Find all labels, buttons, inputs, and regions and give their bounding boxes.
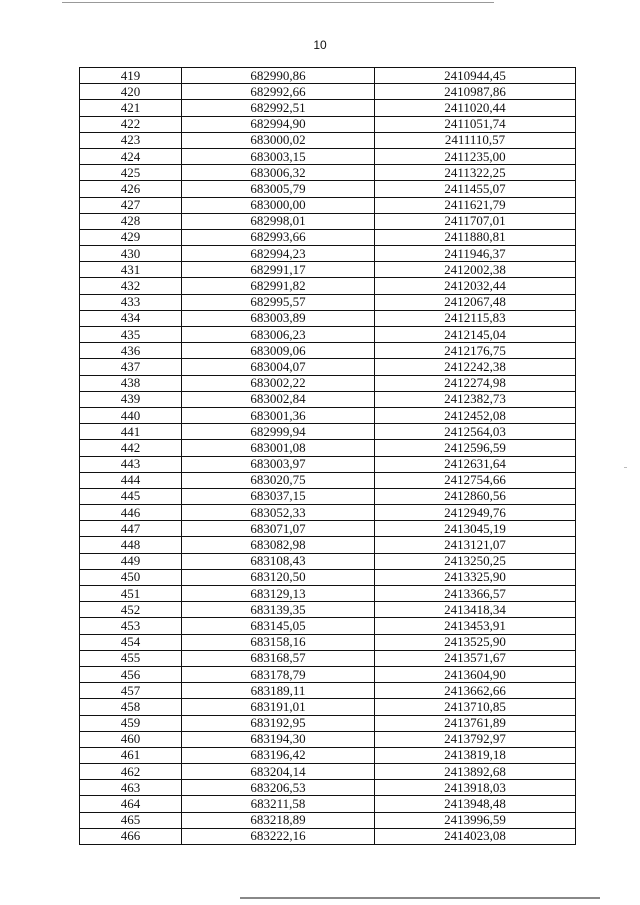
point-number-cell: 443 [80,456,182,472]
y-coordinate-cell: 2413662,66 [375,683,576,699]
y-coordinate-cell: 2413045,19 [375,521,576,537]
table-row [80,310,576,326]
table-row [80,116,576,132]
y-coordinate-cell: 2412860,56 [375,488,576,504]
table-row [80,229,576,245]
table-row [80,602,576,618]
point-number-cell: 440 [80,407,182,423]
table-row [80,666,576,682]
table-row [80,213,576,229]
x-coordinate-cell: 683196,42 [182,747,375,763]
y-coordinate-cell: 2413121,07 [375,537,576,553]
x-coordinate-cell: 683145,05 [182,618,375,634]
point-number-cell: 429 [80,229,182,245]
table-row [80,165,576,181]
x-coordinate-cell: 683002,22 [182,375,375,391]
y-coordinate-cell: 2413571,67 [375,650,576,666]
y-coordinate-cell: 2413453,91 [375,618,576,634]
y-coordinate-cell: 2411946,37 [375,246,576,262]
table-row [80,618,576,634]
point-number-cell: 450 [80,569,182,585]
x-coordinate-cell: 683139,35 [182,602,375,618]
y-coordinate-cell: 2411110,57 [375,132,576,148]
table-row [80,132,576,148]
y-coordinate-cell: 2411020,44 [375,100,576,116]
table-row [80,148,576,164]
x-coordinate-cell: 683071,07 [182,521,375,537]
y-coordinate-cell: 2411455,07 [375,181,576,197]
x-coordinate-cell: 683052,33 [182,505,375,521]
x-coordinate-cell: 683002,84 [182,391,375,407]
table-row [80,472,576,488]
y-coordinate-cell: 2413819,18 [375,747,576,763]
page-number: 10 [313,38,327,52]
point-number-cell: 423 [80,132,182,148]
y-coordinate-cell: 2412032,44 [375,278,576,294]
table-row [80,100,576,116]
table-row [80,828,576,844]
table-row [80,424,576,440]
point-number-cell: 463 [80,780,182,796]
point-number-cell: 445 [80,488,182,504]
table-row [80,683,576,699]
x-coordinate-cell: 682995,57 [182,294,375,310]
point-number-cell: 433 [80,294,182,310]
y-coordinate-cell: 2412002,38 [375,262,576,278]
table-row [80,537,576,553]
table-row [80,634,576,650]
x-coordinate-cell: 683120,50 [182,569,375,585]
table-row [80,796,576,812]
point-number-cell: 437 [80,359,182,375]
table-row [80,731,576,747]
table-row [80,569,576,585]
x-coordinate-cell: 683189,11 [182,683,375,699]
y-coordinate-cell: 2411322,25 [375,165,576,181]
x-coordinate-cell: 683218,89 [182,812,375,828]
y-coordinate-cell: 2411880,81 [375,229,576,245]
x-coordinate-cell: 682994,23 [182,246,375,262]
x-coordinate-cell: 683005,79 [182,181,375,197]
y-coordinate-cell: 2411707,01 [375,213,576,229]
x-coordinate-cell: 683191,01 [182,699,375,715]
y-coordinate-cell: 2411235,00 [375,148,576,164]
point-number-cell: 446 [80,505,182,521]
y-coordinate-cell: 2413918,03 [375,780,576,796]
y-coordinate-cell: 2413710,85 [375,699,576,715]
point-number-cell: 454 [80,634,182,650]
y-coordinate-cell: 2412596,59 [375,440,576,456]
point-number-cell: 465 [80,812,182,828]
table-row [80,375,576,391]
table-row [80,650,576,666]
point-number-cell: 426 [80,181,182,197]
x-coordinate-cell: 683003,97 [182,456,375,472]
x-coordinate-cell: 683000,00 [182,197,375,213]
y-coordinate-cell: 2411621,79 [375,197,576,213]
y-coordinate-cell: 2412564,03 [375,424,576,440]
x-coordinate-cell: 682998,01 [182,213,375,229]
x-coordinate-cell: 683037,15 [182,488,375,504]
table-row [80,812,576,828]
point-number-cell: 452 [80,602,182,618]
point-number-cell: 425 [80,165,182,181]
point-number-cell: 439 [80,391,182,407]
x-coordinate-cell: 683006,23 [182,327,375,343]
y-coordinate-cell: 2412176,75 [375,343,576,359]
point-number-cell: 438 [80,375,182,391]
table-row [80,294,576,310]
y-coordinate-cell: 2412242,38 [375,359,576,375]
table-row [80,440,576,456]
point-number-cell: 419 [80,68,182,84]
x-coordinate-cell: 683204,14 [182,764,375,780]
point-number-cell: 447 [80,521,182,537]
point-number-cell: 456 [80,666,182,682]
table-row [80,764,576,780]
top-rule [62,2,494,3]
point-number-cell: 444 [80,472,182,488]
point-number-cell: 459 [80,715,182,731]
x-coordinate-cell: 683082,98 [182,537,375,553]
point-number-cell: 460 [80,731,182,747]
table-row [80,391,576,407]
y-coordinate-cell: 2413604,90 [375,666,576,682]
x-coordinate-cell: 683192,95 [182,715,375,731]
table-row [80,521,576,537]
table-row [80,327,576,343]
point-number-cell: 466 [80,828,182,844]
table-row [80,359,576,375]
point-number-cell: 430 [80,246,182,262]
point-number-cell: 427 [80,197,182,213]
table-row [80,747,576,763]
x-coordinate-cell: 683194,30 [182,731,375,747]
x-coordinate-cell: 682990,86 [182,68,375,84]
x-coordinate-cell: 683158,16 [182,634,375,650]
x-coordinate-cell: 683206,53 [182,780,375,796]
table-row [80,780,576,796]
x-coordinate-cell: 683108,43 [182,553,375,569]
y-coordinate-cell: 2412452,08 [375,407,576,423]
y-coordinate-cell: 2410987,86 [375,84,576,100]
point-number-cell: 453 [80,618,182,634]
x-coordinate-cell: 683003,89 [182,310,375,326]
table-row [80,84,576,100]
y-coordinate-cell: 2413996,59 [375,812,576,828]
coordinates-table [79,67,576,845]
point-number-cell: 461 [80,747,182,763]
point-number-cell: 464 [80,796,182,812]
table-row [80,715,576,731]
x-coordinate-cell: 682992,51 [182,100,375,116]
point-number-cell: 432 [80,278,182,294]
table-row [80,246,576,262]
table-row [80,68,576,84]
table-row [80,407,576,423]
x-coordinate-cell: 682991,17 [182,262,375,278]
x-coordinate-cell: 683004,07 [182,359,375,375]
table-row [80,343,576,359]
table-row [80,197,576,213]
table-row [80,262,576,278]
y-coordinate-cell: 2412754,66 [375,472,576,488]
y-coordinate-cell: 2410944,45 [375,68,576,84]
x-coordinate-cell: 683009,06 [182,343,375,359]
x-coordinate-cell: 682994,90 [182,116,375,132]
y-coordinate-cell: 2413948,48 [375,796,576,812]
y-coordinate-cell: 2413366,57 [375,586,576,602]
x-coordinate-cell: 683178,79 [182,666,375,682]
x-coordinate-cell: 682999,94 [182,424,375,440]
margin-mark [624,467,627,468]
point-number-cell: 451 [80,586,182,602]
coordinates-table-body [80,68,576,845]
y-coordinate-cell: 2412382,73 [375,391,576,407]
point-number-cell: 441 [80,424,182,440]
x-coordinate-cell: 683129,13 [182,586,375,602]
y-coordinate-cell: 2413418,34 [375,602,576,618]
point-number-cell: 457 [80,683,182,699]
point-number-cell: 442 [80,440,182,456]
table-row [80,699,576,715]
table-row [80,181,576,197]
y-coordinate-cell: 2412949,76 [375,505,576,521]
point-number-cell: 455 [80,650,182,666]
x-coordinate-cell: 682991,82 [182,278,375,294]
bottom-rule [240,897,600,899]
y-coordinate-cell: 2413892,68 [375,764,576,780]
table-row [80,553,576,569]
x-coordinate-cell: 683000,02 [182,132,375,148]
y-coordinate-cell: 2413761,89 [375,715,576,731]
x-coordinate-cell: 683001,08 [182,440,375,456]
y-coordinate-cell: 2412631,64 [375,456,576,472]
point-number-cell: 458 [80,699,182,715]
x-coordinate-cell: 683168,57 [182,650,375,666]
y-coordinate-cell: 2414023,08 [375,828,576,844]
x-coordinate-cell: 683006,32 [182,165,375,181]
y-coordinate-cell: 2412274,98 [375,375,576,391]
x-coordinate-cell: 682992,66 [182,84,375,100]
point-number-cell: 420 [80,84,182,100]
y-coordinate-cell: 2412067,48 [375,294,576,310]
x-coordinate-cell: 683211,58 [182,796,375,812]
table-row [80,505,576,521]
point-number-cell: 428 [80,213,182,229]
y-coordinate-cell: 2413792,97 [375,731,576,747]
point-number-cell: 435 [80,327,182,343]
point-number-cell: 449 [80,553,182,569]
y-coordinate-cell: 2412115,83 [375,310,576,326]
x-coordinate-cell: 682993,66 [182,229,375,245]
point-number-cell: 422 [80,116,182,132]
table-row [80,278,576,294]
point-number-cell: 421 [80,100,182,116]
table-row [80,586,576,602]
point-number-cell: 431 [80,262,182,278]
y-coordinate-cell: 2411051,74 [375,116,576,132]
x-coordinate-cell: 683222,16 [182,828,375,844]
point-number-cell: 424 [80,148,182,164]
table-row [80,456,576,472]
x-coordinate-cell: 683003,15 [182,148,375,164]
y-coordinate-cell: 2413325,90 [375,569,576,585]
point-number-cell: 448 [80,537,182,553]
table-row [80,488,576,504]
y-coordinate-cell: 2413250,25 [375,553,576,569]
x-coordinate-cell: 683020,75 [182,472,375,488]
point-number-cell: 462 [80,764,182,780]
point-number-cell: 434 [80,310,182,326]
y-coordinate-cell: 2412145,04 [375,327,576,343]
point-number-cell: 436 [80,343,182,359]
x-coordinate-cell: 683001,36 [182,407,375,423]
y-coordinate-cell: 2413525,90 [375,634,576,650]
